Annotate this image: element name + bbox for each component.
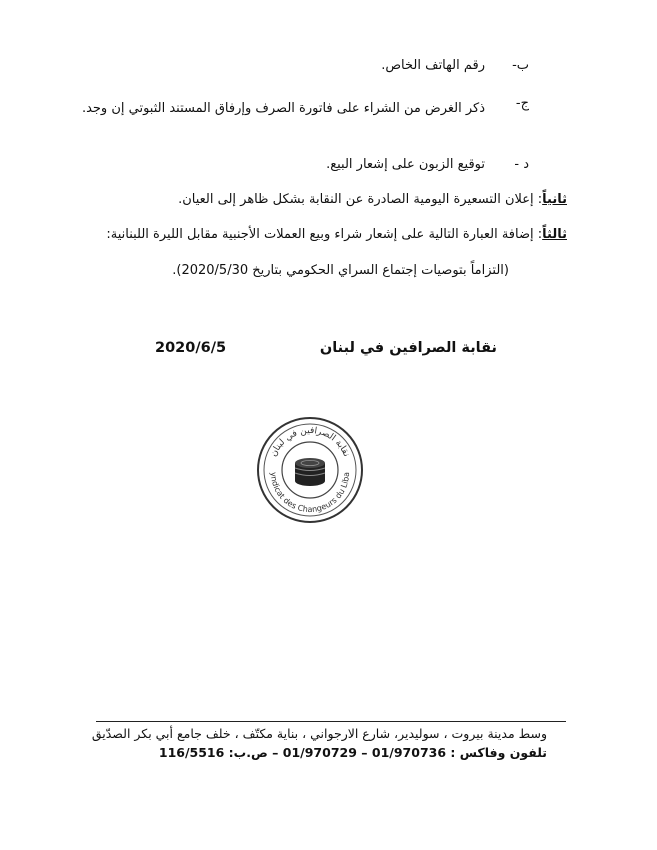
signature-date: 2020/6/5 [155,340,227,356]
list-marker: ب- [512,58,529,73]
signature-org: نقابة الصرافين في لبنان [319,340,497,356]
quote-text: (التزاماً بتوصيات إجتماع السراي الحكومي بتاريخ 2020/5/30). [172,263,509,278]
section-label: ثالثاً [542,227,567,242]
list-text: توقيع الزبون على إشعار البيع. [326,157,485,172]
official-stamp [255,415,365,525]
section-text: : إضافة العبارة التالية على إشعار شراء وبيع العملات الأجنبية مقابل الليرة اللبنانية: [106,227,543,242]
section-second [178,191,567,209]
list-text: رقم الهاتف الخاص. [381,58,485,73]
footer-address: وسط مدينة بيروت ، سوليدير، شارع الارجواني ، بناية مكتّف ، خلف جامع أبي بكر الصدّيق [91,726,547,741]
section-third [106,226,567,244]
section-label: ثانياً [542,192,567,207]
footer-divider [96,721,566,722]
stamp-seal-icon [255,415,365,525]
list-marker: د - [514,157,529,172]
svg-text:نقابة الصرافين في لبنان: نقابة الصرافين في لبنان [268,425,352,459]
footer-phone: تلفون وفاكس : 01/970736 – 01/970729 – ص.ب: 116/5516 [158,745,547,760]
svg-text:Syndicat des Changeurs du Liba: yndicat des Changeurs du Liba [268,471,352,515]
list-text: ذكر الغرض من الشراء على فاتورة الصرف وإرفاق المستند الثبوتي إن وجد. [81,101,485,116]
list-item [49,95,529,135]
section-text: : إعلان التسعيرة اليومية الصادرة عن النقابة بشكل ظاهر إلى العيان. [178,192,543,207]
list-marker: ج- [515,96,529,111]
